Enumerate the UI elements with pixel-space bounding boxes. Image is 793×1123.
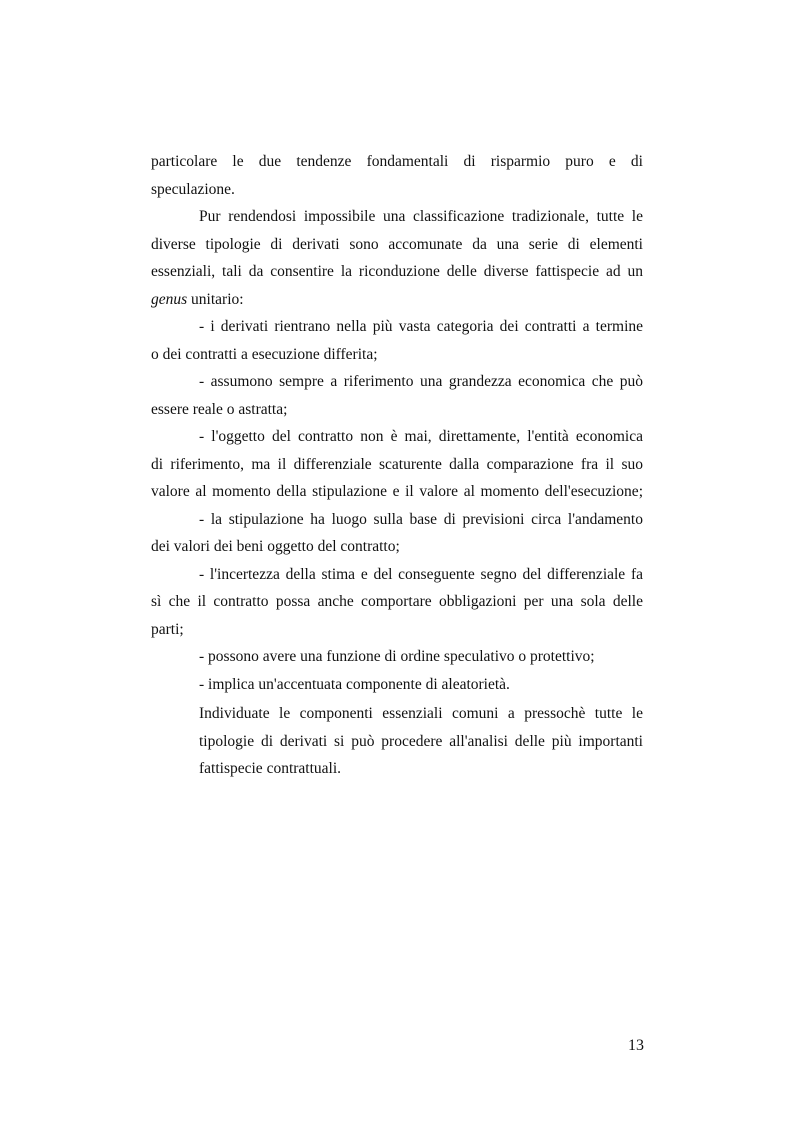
text-line: [151, 286, 643, 314]
text-line: essere reale o astratta;: [151, 400, 288, 418]
text-line: di riferimento, ma il differenziale scaturente dalla comparazione fra il suo: [151, 455, 643, 473]
text-line: sì che il contratto possa anche comportare obbligazioni per una sola delle: [151, 593, 643, 610]
list-item: - l'incertezza della stima e del conseguente segno del differenziale fa: [199, 565, 643, 583]
text-fragment: unitario:: [187, 290, 244, 308]
list-item: - i derivati rientrano nella più vasta categoria dei contratti a termine: [199, 318, 643, 335]
text-line: dei valori dei beni oggetto del contratto;: [151, 538, 400, 555]
list-item: - l'oggetto del contratto non è mai, direttamente, l'entità economica: [199, 428, 643, 445]
list-item: - implica un'accentuata componente di aleatorietà.: [199, 675, 510, 693]
text-line: fattispecie contrattuali.: [199, 760, 342, 777]
text-line: valore al momento della stipulazione e il valore al momento dell'esecuzione;: [151, 483, 643, 500]
text-line: parti;: [151, 620, 184, 638]
text-line: diverse tipologie di derivati sono accomunate da una serie di elementi: [151, 235, 643, 253]
closing-paragraph: [199, 700, 643, 783]
paragraph-first-line: Pur rendendosi impossibile una classificazione tradizionale, tutte le: [199, 208, 643, 225]
text-line: Individuate le componenti essenziali comuni a pressochè tutte le: [199, 705, 643, 722]
list-item: - possono avere una funzione di ordine speculativo o protettivo;: [199, 648, 595, 665]
text-line: particolare le due tendenze fondamentali di risparmio puro e di: [151, 153, 643, 170]
list-item: - la stipulazione ha luogo sulla base di previsioni circa l'andamento: [199, 510, 643, 528]
text-line: essenziali, tali da consentire la riconduzione delle diverse fattispecie ad un: [151, 263, 643, 280]
body-text: [151, 148, 643, 698]
page-number: 13: [628, 1037, 644, 1054]
text-line: o dei contratti a esecuzione differita;: [151, 345, 378, 363]
text-line: speculazione.: [151, 180, 235, 198]
italic-term: genus: [151, 290, 188, 308]
text-line: tipologie di derivati si può procedere all'analisi delle più importanti: [199, 732, 643, 750]
list-item: - assumono sempre a riferimento una grandezza economica che può: [199, 373, 643, 390]
